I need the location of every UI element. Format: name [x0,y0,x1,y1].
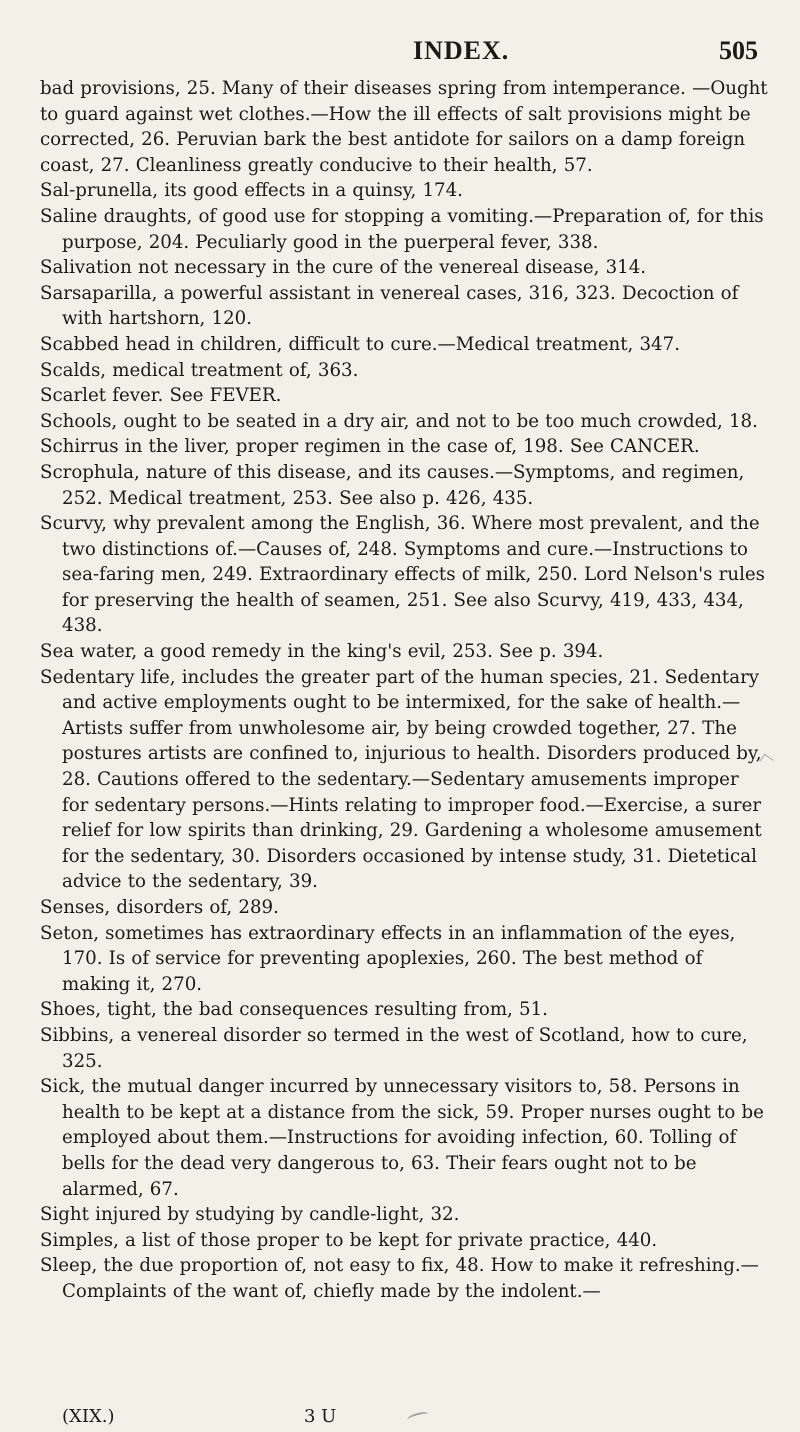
index-entry: Sibbins, a venereal disorder so termed in the west of Scotland, how to cure, 325. [40,1024,748,1072]
index-entry: Simples, a list of those proper to be kept for private practice, 440. [40,1229,658,1251]
index-entry: Sick, the mutual danger incurred by unnecessary visitors to, 58. Persons in health to be kept at a distance from the sick, 59. Proper nurses ought to be employed about them.—Instructions for avoiding infection, 60. Tolling of bells for the dead very dangerous to, 63. Their fears ought not to be alarmed, 67. [40,1076,764,1200]
index-entry: Scurvy, why prevalent among the English, 36. Where most prevalent, and the two distinctions of.—Causes of, 248. Symptoms and cure.—Instructions to sea-faring men, 249. Extraordinary effects of milk, 250. Lord Nelson's rules for preserving the health of seamen, 251. See also Scurvy, 419, 433, 434, 438. [40,513,765,637]
index-entry: Sea water, a good remedy in the king's evil, 253. See p. 394. [40,641,604,663]
index-title: INDEX. [413,36,510,65]
index-entry: Shoes, tight, the bad consequences resulting from, 51. [40,999,548,1021]
index-entry: Scrophula, nature of this disease, and its causes.—Symptoms, and regimen, 252. Medical treatment, 253. See also p. 426, 435. [40,461,745,509]
index-entry: Sight injured by studying by candle-light, 32. [40,1204,460,1226]
index-entry: Schirrus in the liver, proper regimen in the case of, 198. See CANCER. [40,436,700,458]
index-entry: Saline draughts, of good use for stopping a vomiting.—Preparation of, for this purpose, 204. Peculiarly good in the puerperal fever, 338. [40,205,764,253]
running-head [40,28,770,74]
page-footer [62,1405,612,1429]
signature-mark: (XIX.) [62,1406,115,1427]
page-number: 505 [719,36,758,65]
index-entry: Schools, ought to be seated in a dry air, and not to be too much crowded, 18. [40,410,758,432]
index-entry: Seton, sometimes has extraordinary effects in an inflammation of the eyes, 170. Is of service for preventing apoplexies, 260. The best method of making it, 270. [40,922,736,995]
index-entries [40,76,770,1305]
sheet-mark: 3 U [304,1406,337,1427]
index-entry: Salivation not necessary in the cure of the venereal disease, 314. [40,257,647,279]
index-entry: Senses, disorders of, 289. [40,897,279,918]
index-entry: Sal-prunella, its good effects in a quinsy, 174. [40,180,463,202]
index-entry: Sarsaparilla, a powerful assistant in venereal cases, 316, 323. Decoction of with hartshorn, 120. [40,282,739,330]
index-entry: Scabbed head in children, difficult to cure.—Medical treatment, 347. [40,333,680,355]
ink-smudge [406,1410,429,1423]
index-entry: Scarlet fever. See FEVER. [40,385,282,407]
index-entry: Scalds, medical treatment of, 363. [40,359,359,381]
index-entry-continued: bad provisions, 25. Many of their diseases spring from intemperance. —Ought to guard against wet clothes.—How the ill effects of salt provisions might be corrected, 26. Peruvian bark the best antidote for sailors on a damp foreign coast, 27. Cleanliness greatly conducive to their health, 57. [40,78,768,176]
index-entry: Sleep, the due proportion of, not easy to fix, 48. How to make it refreshing.—Complaints of the want of, chiefly made by the indolent.— [40,1255,759,1302]
index-entry: Sedentary life, includes the greater part of the human species, 21. Sedentary and active employments ought to be intermixed, for the sake of health.—Artists suffer from unwholesome air, by being crowded together, 27. The postures artists are confined to, injurious to health. Disorders produced by, 28. Cautions offered to the sedentary.—Sedentary amusements improper for sedentary persons.—Hints relating to improper food.—Exercise, a surer relief for low spirits than drinking, 29. Gardening a wholesome amusement for the sedentary, 30. Disorders occasioned by intense study, 31. Dietetical advice to the sedentary, 39. [40,666,762,893]
